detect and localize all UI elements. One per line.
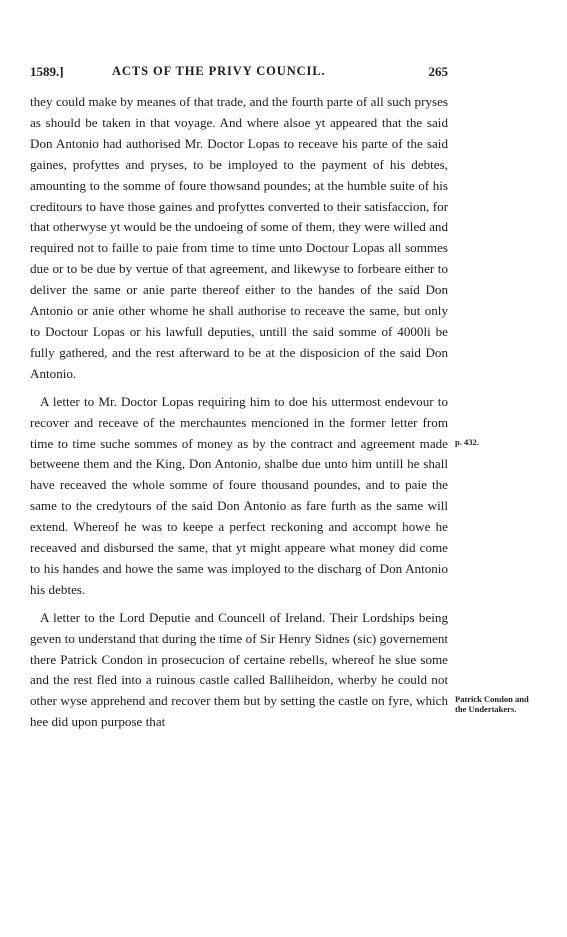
margin-note-page-ref: p. 432. [455, 437, 479, 447]
paragraph-3: A letter to the Lord Deputie and Councell of Ireland. Their Lordships being geven to understand that during the time of Sir Henry Sidnes (sic) governement there Patrick Condon in prosecucion of certaine rebells, whereof he slue some and the rest fled into a ruinous castle called Balliheidon, wherby he could not other wyse apprehend and recover them but by setting the castle on fyre, which hee did upon purpose that [30, 609, 448, 730]
running-header [30, 62, 448, 84]
header-year: 1589.] [30, 64, 64, 79]
margin-note-patrick-condon: Patrick Condon and the Undertakers. [455, 694, 529, 714]
page-number: 265 [428, 64, 448, 79]
paragraph-1: they could make by meanes of that trade, and the fourth parte of all such pryses as should be taken in that voyage. And where alsoe yt appeared that the said Don Antonio had authorised Mr. Doctor Lopas to receave his parte of the said gaines, profyttes and pryses, to be imployed to the payment of his debtes, amounting to the somme of foure thowsand poundes; at the humble suite of his creditours to have those gaines and profyttes converted to their satisfaccion, for that otherwyse yt would be the undoeing of some of them, they were willed and required not to faille to paie from time to time unto Doctour Lopas all sommes due or to be due by vertue of that agreement, and likewyse to forbeare either to deliver the same or anie parte thereof either to the handes of the said Don Antonio or anie other whome he shall authorise to receave the same, but only to Doctour Lopas or his lawfull deputies, untill the said somme of 4000li be fully gathered, and the rest afterward to be at the disposicion of the said Don Antonio. [30, 94, 448, 381]
paragraph-2: A letter to Mr. Doctor Lopas requiring him to doe his uttermost endevour to recover and receave of the merchauntes mencioned in the former letter from time to time suche sommes of money as by the contract and agreement made betweene them and the King, Don Antonio, shalbe due unto him untill he shall have receaved the whole somme of foure thousand poundes, and to paie the same to the credytours of the said Don Antonio as fare furth as the same will extend. Whereof he was to keepe a perfect reckoning and accompt howe he receaved and disbursed the same, that yt might appeare what money did come to his handes and howe the same was imployed to the discharg of Don Antonio his debtes. [30, 393, 448, 597]
body-text [30, 92, 448, 733]
header-title: ACTS OF THE PRIVY COUNCIL. [112, 64, 326, 78]
